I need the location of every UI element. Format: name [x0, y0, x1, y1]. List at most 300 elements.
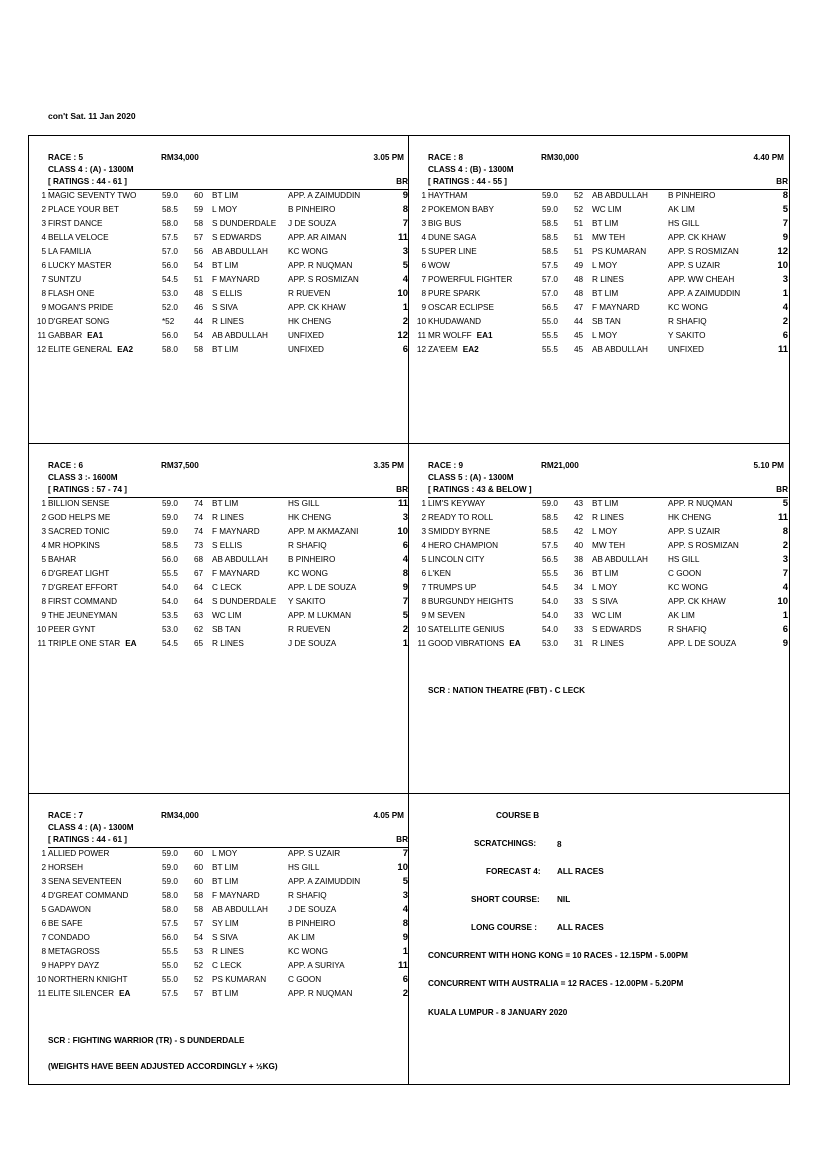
barrier: 5 [402, 610, 408, 621]
runner-number: 9 [41, 611, 46, 620]
rating: 54 [194, 261, 204, 270]
rating: 54 [194, 933, 204, 942]
horse-name: BILLION SENSE [48, 499, 110, 508]
barrier: 8 [782, 526, 788, 537]
runner-row [36, 344, 408, 358]
jockey: BT LIM [592, 569, 619, 578]
runner-number: 6 [41, 919, 46, 928]
emergency-acceptor-tag: EA1 [87, 331, 104, 340]
runner-row [41, 890, 408, 904]
horse-name: POKEMON BABY [428, 205, 494, 214]
barrier: 9 [782, 638, 788, 649]
rating: 45 [574, 331, 584, 340]
trainer: R SHAFIQ [288, 541, 327, 550]
runner-number: 1 [41, 191, 46, 200]
horse-name-cell [428, 303, 494, 312]
horse-name: GADAWON [48, 905, 91, 914]
rating: 58 [194, 219, 204, 228]
trainer: APP. M LUKMAN [288, 611, 352, 620]
rating: 57 [194, 233, 204, 242]
trainer: HS GILL [288, 499, 320, 508]
runner-row [41, 960, 408, 974]
runner-number: 2 [41, 513, 46, 522]
jockey: S DUNDERDALE [212, 597, 277, 606]
runner-row [41, 876, 408, 890]
rating: 34 [574, 583, 584, 592]
jockey: R LINES [592, 513, 624, 522]
weight: 56.0 [162, 261, 178, 270]
barrier: 1 [782, 610, 788, 621]
trainer: R RUEVEN [288, 289, 331, 298]
runner-row [417, 638, 788, 652]
horse-name: L'KEN [428, 569, 451, 578]
horse-name-cell [48, 933, 90, 942]
runner-number: 12 [416, 345, 426, 354]
rating: 43 [574, 499, 584, 508]
rating: 33 [574, 625, 584, 634]
horse-name: D'GREAT SONG [48, 317, 110, 326]
weight: 59.0 [162, 499, 178, 508]
horse-name: BURGUNDY HEIGHTS [428, 597, 514, 606]
horse-name: HERO CHAMPION [428, 541, 499, 550]
trainer: Y SAKITO [668, 331, 706, 340]
runner-row [41, 190, 408, 204]
barrier: 1 [402, 302, 408, 313]
race-ratings: [ RATINGS : 44 - 61 ] [48, 177, 128, 186]
trainer: J DE SOUZA [288, 905, 337, 914]
rating: 45 [574, 345, 584, 354]
trainer: APP. R NUQMAN [288, 989, 353, 998]
scratchings-value: 8 [557, 840, 562, 849]
runner-number: 9 [41, 961, 46, 970]
rating: 36 [574, 569, 584, 578]
horse-name: READY TO ROLL [428, 513, 494, 522]
jockey: S SIVA [212, 933, 238, 942]
horse-name: SENA SEVENTEEN [48, 877, 122, 886]
trainer: APP. WW CHEAH [668, 275, 735, 284]
barrier: 6 [782, 330, 788, 341]
barrier: 9 [402, 190, 408, 201]
horse-name: D'GREAT COMMAND [48, 891, 129, 900]
weight: 58.0 [162, 905, 178, 914]
horse-name: NORTHERN KNIGHT [48, 975, 128, 984]
weight: 58.5 [162, 541, 178, 550]
runner-row [41, 932, 408, 946]
trainer: KC WONG [288, 947, 329, 956]
rating: 42 [574, 513, 584, 522]
jockey: S ELLIS [212, 289, 243, 298]
jockey: WC LIM [212, 611, 242, 620]
rating: 53 [194, 947, 204, 956]
rating: 51 [574, 233, 584, 242]
horse-name: TRIPLE ONE STAR [48, 639, 121, 648]
rating: 46 [194, 303, 204, 312]
jockey: S ELLIS [212, 541, 243, 550]
rating: 58 [194, 345, 204, 354]
horse-name: BIG BUS [428, 219, 462, 228]
horse-name-cell [428, 289, 480, 298]
weight: 55.5 [542, 331, 558, 340]
barrier: 9 [782, 232, 788, 243]
rating: 48 [574, 275, 584, 284]
trainer: HK CHENG [288, 317, 332, 326]
jockey: F MAYNARD [212, 527, 260, 536]
race-class: CLASS 4 : (B) - 1300M [428, 165, 514, 174]
race-header [428, 461, 788, 473]
runner-row [41, 568, 408, 582]
race-header [428, 153, 788, 165]
weight: 56.5 [542, 555, 558, 564]
horse-name: SUNTZU [48, 275, 82, 284]
race-block [36, 153, 408, 358]
runner-number: 3 [421, 527, 426, 536]
horse-name: BELLA VELOCE [48, 233, 109, 242]
runner-number: 5 [41, 905, 46, 914]
horse-name: CONDADO [48, 933, 90, 942]
trainer: HS GILL [668, 555, 700, 564]
horse-name: KHUDAWAND [428, 317, 482, 326]
runner-row [41, 260, 408, 274]
runner-number: 3 [41, 527, 46, 536]
barrier: 5 [782, 204, 788, 215]
jockey: PS KUMARAN [212, 975, 267, 984]
horse-name: SATELLITE GENIUS [428, 625, 505, 634]
horse-name: GOD HELPS ME [48, 513, 111, 522]
barrier: 7 [402, 596, 408, 607]
trainer: APP. L DE SOUZA [288, 583, 357, 592]
weight: 57.5 [162, 233, 178, 242]
trainer: APP. CK KHAW [668, 233, 726, 242]
horse-name-cell [48, 975, 127, 984]
rating: 63 [194, 611, 204, 620]
jockey: R LINES [212, 317, 244, 326]
trainer: APP. R NUQMAN [288, 261, 353, 270]
horse-name-cell [428, 205, 494, 214]
trainer: KC WONG [668, 583, 709, 592]
barrier: 6 [402, 974, 408, 985]
barrier: 10 [397, 288, 408, 299]
horse-name: GABBAR [48, 331, 83, 340]
runner-row [41, 302, 408, 316]
horse-name-cell [48, 583, 118, 592]
race-class: CLASS 5 : (A) - 1300M [428, 473, 514, 482]
horse-name: ELITE SILENCER [48, 989, 114, 998]
horse-name-cell [48, 247, 91, 256]
horse-name-cell [48, 205, 119, 214]
horse-name: WOW [428, 261, 450, 270]
short-course-label: SHORT COURSE: [471, 895, 540, 904]
row-divider-2 [28, 793, 790, 794]
weight: 59.0 [162, 527, 178, 536]
runner-number: 8 [41, 289, 46, 298]
horse-name: PURE SPARK [428, 289, 481, 298]
runner-number: 1 [41, 849, 46, 858]
rating: 60 [194, 191, 204, 200]
runner-number: 6 [421, 261, 426, 270]
weight: 59.0 [162, 863, 178, 872]
horse-name-cell [48, 863, 83, 872]
jockey: BT LIM [212, 191, 239, 200]
trainer: APP. A ZAIMUDDIN [288, 191, 361, 200]
runner-row [37, 638, 408, 652]
jockey: AB ABDULLAH [212, 247, 268, 256]
trainer: B PINHEIRO [288, 205, 336, 214]
trainer: APP. S ROSMIZAN [288, 275, 359, 284]
runner-row [36, 316, 408, 330]
horse-name-cell [48, 261, 112, 270]
horse-name: FLASH ONE [48, 289, 95, 298]
horse-name-cell [48, 611, 117, 620]
race-class: CLASS 4 : (A) - 1300M [48, 823, 134, 832]
trainer: APP. M AKMAZANI [288, 527, 359, 536]
barrier: 3 [402, 890, 408, 901]
trainer: APP. S ROSMIZAN [668, 541, 739, 550]
jockey: R LINES [592, 275, 624, 284]
barrier: 11 [397, 232, 408, 243]
runner-row [421, 582, 788, 596]
barrier: 1 [402, 946, 408, 957]
weight: 59.0 [542, 205, 558, 214]
runner-number: 10 [36, 317, 46, 326]
runner-row [416, 316, 788, 330]
horse-name: SUPER LINE [428, 247, 477, 256]
rating: 48 [574, 289, 584, 298]
horse-name-cell [48, 233, 109, 242]
jockey: MW TEH [592, 541, 626, 550]
runner-number: 5 [421, 555, 426, 564]
horse-name: LA FAMILIA [48, 247, 92, 256]
race-prize: RM34,000 [161, 153, 199, 162]
barrier: 6 [402, 540, 408, 551]
race-ratings-row [48, 485, 408, 498]
weight: 54.5 [542, 583, 558, 592]
weight: 56.5 [542, 303, 558, 312]
trainer: HK CHENG [668, 513, 712, 522]
jockey: C LECK [212, 961, 242, 970]
barrier: 11 [397, 960, 408, 971]
horse-name-cell [48, 961, 99, 970]
jockey: SB TAN [592, 317, 621, 326]
horse-name-cell [428, 191, 467, 200]
rating: 74 [194, 527, 204, 536]
jockey: WC LIM [592, 205, 622, 214]
barrier: 7 [402, 848, 408, 859]
weight: 55.0 [542, 317, 558, 326]
jockey: BT LIM [212, 989, 239, 998]
rating: 51 [574, 247, 584, 256]
jockey: F MAYNARD [212, 275, 260, 284]
forecast-value: ALL RACES [557, 867, 604, 876]
forecast-label: FORECAST 4: [486, 867, 541, 876]
trainer: APP. CK KHAW [288, 303, 346, 312]
trainer: APP. A ZAIMUDDIN [288, 877, 361, 886]
weight: 52.0 [162, 303, 178, 312]
runner-row [41, 218, 408, 232]
rating: 52 [574, 191, 584, 200]
runner-number: 3 [41, 877, 46, 886]
race-title: RACE : 5 [48, 153, 84, 162]
rating: 64 [194, 583, 204, 592]
race-prize: RM21,000 [541, 461, 579, 470]
barrier: 7 [782, 218, 788, 229]
rating: 48 [194, 289, 204, 298]
weight: 58.5 [162, 205, 178, 214]
rating: 68 [194, 555, 204, 564]
race-prize: RM34,000 [161, 811, 199, 820]
weight: 53.0 [162, 625, 178, 634]
runner-row [41, 848, 408, 862]
horse-name-cell [428, 345, 479, 354]
horse-name-cell [428, 569, 451, 578]
jockey: BT LIM [592, 289, 619, 298]
runner-row [41, 610, 408, 624]
runner-number: 8 [41, 947, 46, 956]
runner-number: 7 [41, 583, 46, 592]
runner-number: 8 [41, 597, 46, 606]
runner-row [421, 554, 788, 568]
horse-name: OSCAR ECLIPSE [428, 303, 494, 312]
barrier: 3 [402, 246, 408, 257]
barrier: 4 [782, 582, 788, 593]
horse-name: BE SAFE [48, 919, 83, 928]
runner-number: 9 [421, 611, 426, 620]
barrier: 3 [782, 274, 788, 285]
race7-weight-note: (WEIGHTS HAVE BEEN ADJUSTED ACCORDINGLY + ½KG) [48, 1062, 278, 1071]
jockey: F MAYNARD [212, 891, 260, 900]
runner-number: 7 [421, 583, 426, 592]
horse-name-cell [428, 331, 493, 340]
barrier: 1 [782, 288, 788, 299]
horse-name: D'GREAT LIGHT [48, 569, 110, 578]
rating: 52 [194, 961, 204, 970]
weight: 55.5 [162, 569, 178, 578]
horse-name: HORSEH [48, 863, 84, 872]
rating: 57 [194, 919, 204, 928]
horse-name-cell [48, 597, 117, 606]
trainer: UNFIXED [668, 345, 704, 354]
weight: 55.5 [162, 947, 178, 956]
runner-row [41, 498, 408, 512]
jockey: WC LIM [592, 611, 622, 620]
barrier-column-label: BR [396, 835, 408, 844]
jockey: AB ABDULLAH [592, 345, 648, 354]
horse-name-cell [428, 275, 512, 284]
jockey: F MAYNARD [212, 569, 260, 578]
race-header [48, 811, 408, 823]
jockey: F MAYNARD [592, 303, 640, 312]
horse-name-cell [48, 891, 128, 900]
weight: 58.5 [542, 219, 558, 228]
runner-number: 4 [41, 891, 46, 900]
horse-name-cell [48, 905, 91, 914]
barrier: 4 [402, 554, 408, 565]
runner-number: 1 [421, 499, 426, 508]
horse-name: D'GREAT EFFORT [48, 583, 118, 592]
runner-number: 5 [421, 247, 426, 256]
runner-row [421, 302, 788, 316]
trainer: J DE SOUZA [288, 219, 337, 228]
barrier: 8 [402, 568, 408, 579]
runner-row [421, 246, 788, 260]
horse-name-cell [428, 527, 490, 536]
horse-name: LUCKY MASTER [48, 261, 112, 270]
horse-name: ELITE GENERAL [48, 345, 113, 354]
weight: 56.0 [162, 933, 178, 942]
trainer: UNFIXED [288, 345, 324, 354]
row-divider-1 [28, 443, 790, 444]
horse-name: PLACE YOUR BET [48, 205, 119, 214]
jockey: S EDWARDS [212, 233, 262, 242]
horse-name: M SEVEN [428, 611, 465, 620]
trainer: KC WONG [288, 569, 329, 578]
horse-name-cell [48, 947, 100, 956]
trainer: APP. S UZAIR [288, 849, 341, 858]
runner-number: 7 [41, 933, 46, 942]
horse-name-cell [428, 499, 485, 508]
barrier-column-label: BR [396, 177, 408, 186]
weight: 54.0 [162, 597, 178, 606]
weight: 55.0 [162, 961, 178, 970]
runner-row [421, 218, 788, 232]
weight: 58.5 [542, 513, 558, 522]
rating: 51 [574, 219, 584, 228]
barrier: 5 [782, 498, 788, 509]
rating: 42 [574, 527, 584, 536]
jockey: MW TEH [592, 233, 626, 242]
jockey: L MOY [592, 527, 618, 536]
race9-scratching: SCR : NATION THEATRE (FBT) - C LECK [428, 686, 586, 695]
runner-row [41, 862, 408, 876]
runner-number: 11 [37, 331, 46, 340]
horse-name-cell [48, 989, 130, 998]
rating: 57 [194, 989, 204, 998]
jockey: AB ABDULLAH [212, 905, 268, 914]
weight: 59.0 [542, 191, 558, 200]
weight: 54.5 [162, 639, 178, 648]
runner-row [37, 330, 408, 344]
runner-number: 2 [421, 513, 426, 522]
issued-footer: KUALA LUMPUR - 8 JANUARY 2020 [428, 1008, 568, 1017]
horse-name-cell [48, 303, 113, 312]
weight: 57.5 [542, 541, 558, 550]
runner-number: 8 [421, 289, 426, 298]
trainer: R RUEVEN [288, 625, 331, 634]
runner-number: 3 [41, 219, 46, 228]
rating: 74 [194, 499, 204, 508]
runner-number: 9 [421, 303, 426, 312]
horse-name-cell [428, 317, 481, 326]
runner-row [421, 204, 788, 218]
race-ratings: [ RATINGS : 44 - 61 ] [48, 835, 128, 844]
weight: 58.5 [542, 247, 558, 256]
runner-row [41, 232, 408, 246]
weight: 59.0 [162, 191, 178, 200]
weight: 57.0 [162, 247, 178, 256]
runner-row [421, 596, 788, 610]
barrier: 3 [402, 512, 408, 523]
weight: 59.0 [162, 877, 178, 886]
barrier: 10 [397, 862, 408, 873]
weight: *52 [162, 317, 175, 326]
barrier: 7 [782, 568, 788, 579]
runner-number: 4 [421, 541, 426, 550]
emergency-acceptor-tag: EA [118, 989, 131, 998]
horse-name-cell [48, 289, 94, 298]
rating: 49 [574, 261, 584, 270]
weight: 54.0 [542, 611, 558, 620]
horse-name-cell [48, 639, 137, 648]
rating: 65 [194, 639, 204, 648]
